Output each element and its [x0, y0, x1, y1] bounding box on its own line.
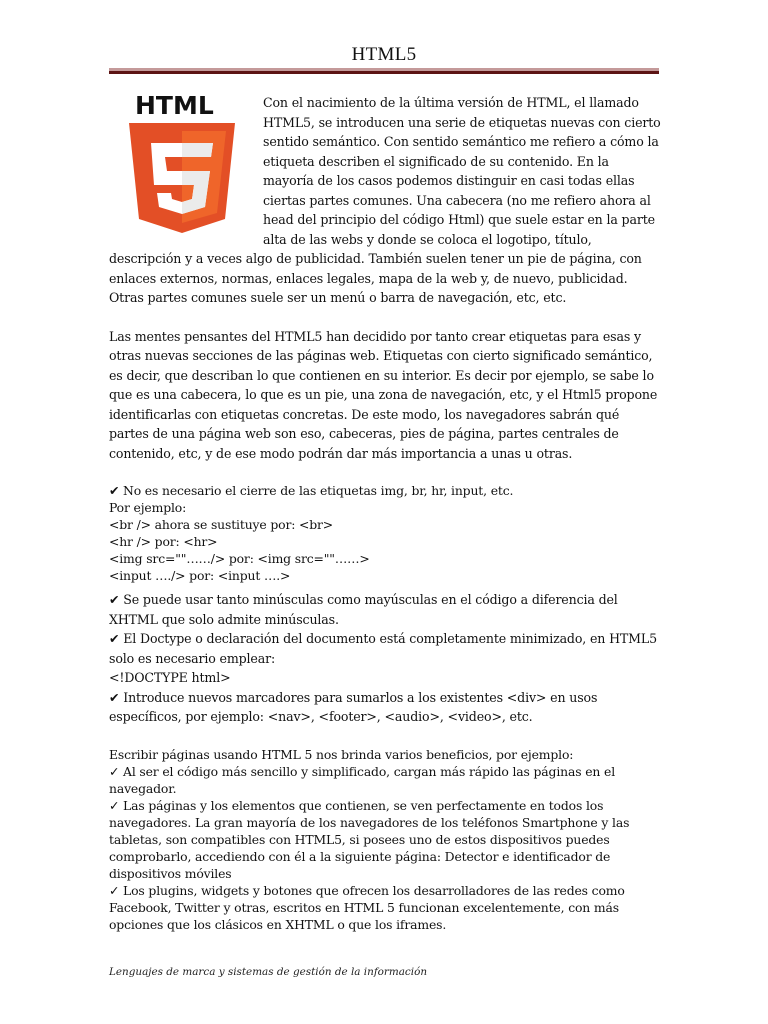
page-footer: Lenguajes de marca y sistemas de gestión de la información — [109, 966, 428, 978]
feature-line: ✔ No es necesario el cierre de las etiquetas img, br, hr, input, etc. — [109, 483, 514, 498]
html5-logo-wordmark: HTML — [135, 91, 214, 120]
html5-shield-icon — [129, 123, 235, 233]
benefit-item: ✓ Las páginas y los elementos que contienen, se ven perfectamente en todos los navegadores. La gran mayoría de los navegadores de los teléfonos Smartphone y las tabletas, son compatibles con HTML5, si posees uno de estos dispositivos puedes comprobarlo, accediendo con él a la siguiente página: Detector e identificador de dispositivos móviles — [109, 797, 630, 881]
example-line: <br /> ahora se sustituye por: <br> — [109, 517, 334, 532]
feature-item: ✔ El Doctype o declaración del documento está completamente minimizado, en HTML5 solo es necesario emplear: — [109, 631, 657, 666]
document-body — [109, 93, 661, 933]
benefit-item: ✓ Los plugins, widgets y botones que ofrecen los desarrolladores de las redes como Facebook, Twitter y otras, escritos en HTML 5 funcionan excelentemente, con más opciones que los clásicos en XHTML o que los iframes. — [109, 882, 625, 932]
example-line: <hr /> por: <hr> — [109, 534, 218, 549]
benefit-item: ✓ Al ser el código más sencillo y simplificado, cargan más rápido las páginas en el navegador. — [109, 763, 616, 796]
example-line: <input …./> por: <input ….> — [109, 568, 291, 583]
feature-item: ✔ Se puede usar tanto minúsculas como mayúsculas en el código a diferencia del XHTML que solo admite minúsculas. — [109, 592, 618, 627]
features-items — [109, 590, 661, 727]
benefits-intro: Escribir páginas usando HTML 5 nos brinda varios beneficios, por ejemplo: — [109, 746, 574, 762]
semantic-tags-paragraph: Las mentes pensantes del HTML5 han decidido por tanto crear etiquetas para esas y otras nuevas secciones de las páginas web. Etiquetas con cierto significado semántico, es decir, que describan lo que contienen en su interior. Es decir por ejemplo, se sabe lo que es una cabecera, lo que es un pie, una zona de navegación, etc, y el Html5 propone identificarlas con etiquetas concretas. De este modo, los navegadores sabrán qué partes de una página web son eso, cabeceras, pies de página, partes centrales de contenido, etc, y de ese modo podrán dar más importancia a unas u otras. — [109, 328, 658, 461]
feature-item: ✔ Introduce nuevos marcadores para sumarlos a los existentes <div> en usos específicos, por ejemplo: <nav>, <footer>, <audio>, <video>, etc. — [109, 689, 598, 724]
benefits-section — [109, 746, 661, 933]
features-list — [109, 482, 661, 584]
example-label: Por ejemplo: — [109, 500, 187, 515]
intro-paragraph: Con el nacimiento de la última versión de HTML, el llamado HTML5, se introducen una serie de etiquetas nuevas con cierto sentido semántico. Con sentido semántico me refiero a cómo la etiqueta describen el significado de su contenido. En la mayoría de los casos podemos distinguir en casi todas ellas ciertas partes comunes. Una cabecera (no me refiero ahora al head del principio del código Html) que suele estar en la parte alta de las webs y donde se coloca el logotipo, título, descripción y a veces algo de publicidad. También suelen tener un pie de página, con enlaces externos, normas, enlaces legales, mapa de la web y, de nuevo, publicidad. Otras partes comunes suele ser un menú o barra de navegación, etc, etc. — [109, 95, 661, 305]
title-divider — [109, 68, 659, 74]
example-line: <img src=""……/> por: <img src=""……> — [109, 551, 370, 566]
html5-logo — [109, 93, 255, 243]
doctype-example: <!DOCTYPE html> — [109, 670, 231, 685]
title-divider-dark — [109, 71, 659, 74]
page-title: HTML5 — [351, 44, 417, 65]
